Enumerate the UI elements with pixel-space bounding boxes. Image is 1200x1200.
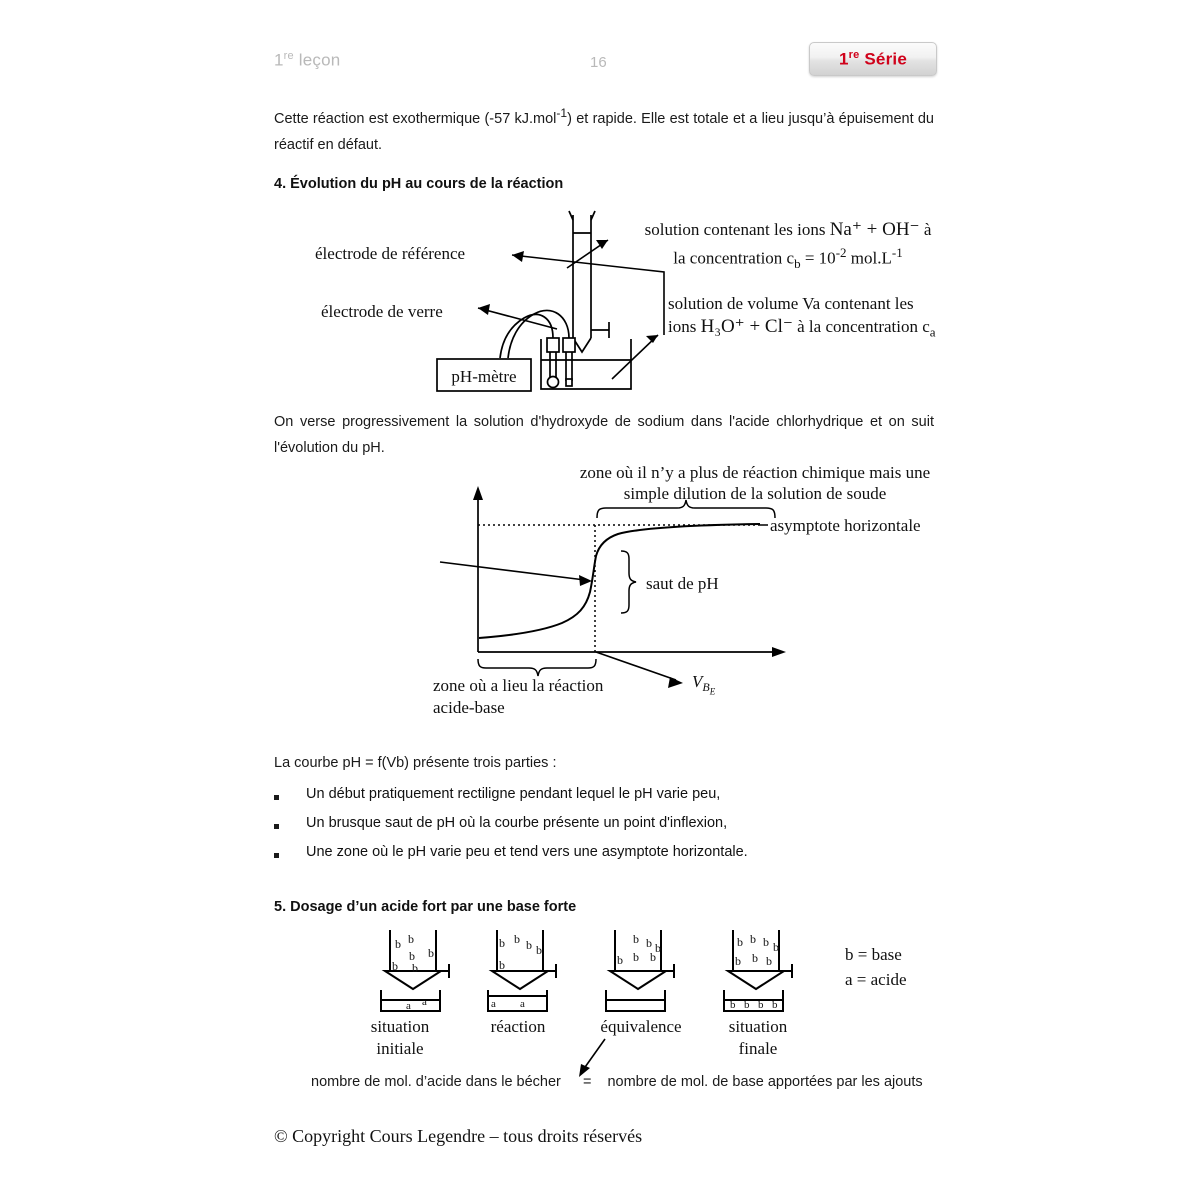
- section-5-heading: 5. Dosage d’un acide fort par une base forte: [274, 899, 577, 915]
- letter-b: b: [499, 958, 505, 972]
- burette-conc-unit-exp: -1: [891, 245, 903, 260]
- letter-b: b: [752, 951, 758, 965]
- bullet-text: Une zone où le pH varie peu et tend vers une asymptote horizontale.: [306, 844, 748, 860]
- equation-right-side: nombre de mol. de base apportées par les ajouts: [607, 1074, 923, 1090]
- stage-3-burette-cone: [610, 971, 666, 989]
- reaction-zone-line1: zone où a lieu la réaction: [433, 676, 604, 695]
- stages-legend: [845, 942, 907, 992]
- letter-b: b: [617, 953, 623, 967]
- burette-conc-exp: -2: [835, 245, 847, 260]
- burette-conc-unit: mol.L: [846, 248, 892, 268]
- equivalence-arrow: [583, 1039, 605, 1070]
- stage-2-burette-cone: [492, 971, 548, 989]
- equation-equals-sign: =: [582, 1074, 592, 1090]
- stage-2-beaker-letters: [491, 996, 547, 1010]
- intro-line1-sup: -1: [556, 106, 568, 120]
- letter-b: b: [412, 961, 418, 975]
- burette-conc-mid: = 10: [800, 248, 836, 268]
- dilution-zone-line1: zone où il n’y a plus de réaction chimique mais une: [579, 463, 931, 482]
- stage-3-burette-letters: [617, 932, 663, 972]
- stage-4-caption-line1: situation: [728, 1017, 788, 1036]
- stage-1-beaker-letters: [384, 998, 440, 1012]
- beaker-chem-formula: H₃O⁺ + Cl⁻: [700, 316, 793, 337]
- x-axis-sub-b: B: [702, 680, 710, 695]
- x-axis-label-main: V: [692, 672, 703, 691]
- stage-1-burette-letters: [392, 932, 438, 975]
- bullet-text: Un début pratiquement rectiligne pendant lequel le pH varie peu,: [306, 786, 721, 802]
- stage-4-caption-line2: finale: [738, 1039, 778, 1058]
- verse-line2: l'évolution du pH.: [274, 440, 385, 456]
- letter-b: b: [395, 937, 401, 951]
- label-electrode-verre: électrode de verre: [321, 302, 443, 321]
- stage-4-caption: [703, 1016, 813, 1060]
- letter-a: a: [491, 998, 496, 1010]
- serie-badge-number: 1: [839, 49, 849, 69]
- beaker-conc-sub: a: [929, 324, 936, 340]
- stage-2-caption-line1: réaction: [490, 1017, 546, 1036]
- page-number: 16: [590, 54, 607, 71]
- letter-b: b: [730, 999, 736, 1011]
- header-lesson-word: leçon: [293, 50, 341, 70]
- verse-line1: On verse progressivement la solution d'hydroxyde de sodium dans l'acide chlorhydrique et on suit: [274, 414, 934, 430]
- stage-4-burette-cone: [728, 971, 784, 989]
- section-4-heading: 4. Évolution du pH au cours de la réaction: [274, 176, 564, 192]
- letter-a: a: [406, 1000, 411, 1012]
- letter-b: b: [766, 954, 772, 968]
- letter-b: b: [536, 943, 542, 957]
- letter-b: b: [655, 941, 661, 955]
- x-axis-sub-e: E: [709, 686, 716, 697]
- letter-b: b: [773, 940, 779, 954]
- burette-ann-pre: solution contenant les ions: [644, 220, 830, 239]
- stage-2-caption: [468, 1016, 568, 1038]
- letter-b: b: [392, 959, 398, 973]
- label-electrode-reference: électrode de référence: [315, 244, 466, 263]
- stage-1-caption-line1: situation: [370, 1017, 430, 1036]
- intro-line2: réactif en défaut.: [274, 136, 383, 153]
- stage-1-caption: [350, 1016, 450, 1060]
- asymptote-label: asymptote horizontale: [770, 516, 921, 535]
- beaker-annotation-line1: solution de volume Va contenant les: [668, 294, 914, 313]
- saut-de-ph-label: saut de pH: [646, 574, 719, 593]
- equation-left-side: nombre de mol. d’acide dans le bécher: [311, 1074, 561, 1090]
- header-lesson-number: 1: [274, 50, 284, 70]
- letter-b: b: [409, 949, 415, 963]
- letter-b: b: [514, 932, 520, 946]
- stage-1-caption-line2: initiale: [376, 1039, 424, 1058]
- copyright-footer: © Copyright Cours Legendre – tous droits réservés: [274, 1126, 643, 1146]
- letter-a: a: [520, 998, 525, 1010]
- letter-b: b: [633, 950, 639, 964]
- beaker-ann-pre: ions: [668, 317, 701, 336]
- letter-b: b: [763, 935, 769, 949]
- equivalence-equation: [311, 1069, 923, 1095]
- stage-4-burette-letters: [735, 932, 781, 972]
- letter-b: b: [735, 954, 741, 968]
- serie-badge-ordinal: re: [848, 48, 860, 61]
- label-phmetre: pH-mètre: [451, 367, 517, 386]
- legend-acide: a = acide: [845, 970, 907, 989]
- stage-4-beaker-letters: [727, 998, 783, 1012]
- letter-b: b: [744, 999, 750, 1011]
- stage-3-caption-line1: équivalence: [600, 1017, 682, 1036]
- stage-3-caption: [583, 1016, 699, 1038]
- intro-line1: Cette réaction est exothermique (-57 kJ.mol: [274, 110, 557, 127]
- letter-b: b: [526, 938, 532, 952]
- letter-b: b: [650, 950, 656, 964]
- letter-b: b: [758, 999, 764, 1011]
- letter-a: a: [422, 996, 427, 1008]
- letter-b: b: [428, 946, 434, 960]
- serie-badge-word: Série: [859, 49, 907, 69]
- header-lesson-ordinal: re: [283, 50, 294, 62]
- burette-ann-post: à: [919, 220, 932, 239]
- dilution-zone-line2: simple dilution de la solution de soude: [623, 484, 887, 503]
- letter-b: b: [408, 932, 414, 946]
- letter-b: b: [772, 999, 778, 1011]
- letter-b: b: [750, 932, 756, 946]
- reaction-zone-line2: acide-base: [433, 698, 505, 717]
- burette-conc-sub: b: [794, 256, 801, 272]
- intro-line1-rest: ) et rapide. Elle est totale et a lieu jusqu’à épuisement du: [567, 110, 934, 127]
- curve-intro-text: La courbe pH = f(Vb) présente trois parties :: [274, 755, 557, 771]
- burette-conc-pre: la concentration c: [673, 248, 795, 268]
- burette-chem-formula: Na⁺ + OH⁻: [829, 219, 920, 240]
- beaker-ann-post: à la concentration c: [792, 317, 930, 336]
- letter-b: b: [499, 936, 505, 950]
- bullet-text: Un brusque saut de pH où la courbe présente un point d'inflexion,: [306, 815, 728, 831]
- letter-b: b: [737, 935, 743, 949]
- legend-base: b = base: [845, 945, 902, 964]
- letter-b: b: [633, 932, 639, 946]
- letter-b: b: [646, 936, 652, 950]
- stage-2-burette-letters: [499, 932, 545, 972]
